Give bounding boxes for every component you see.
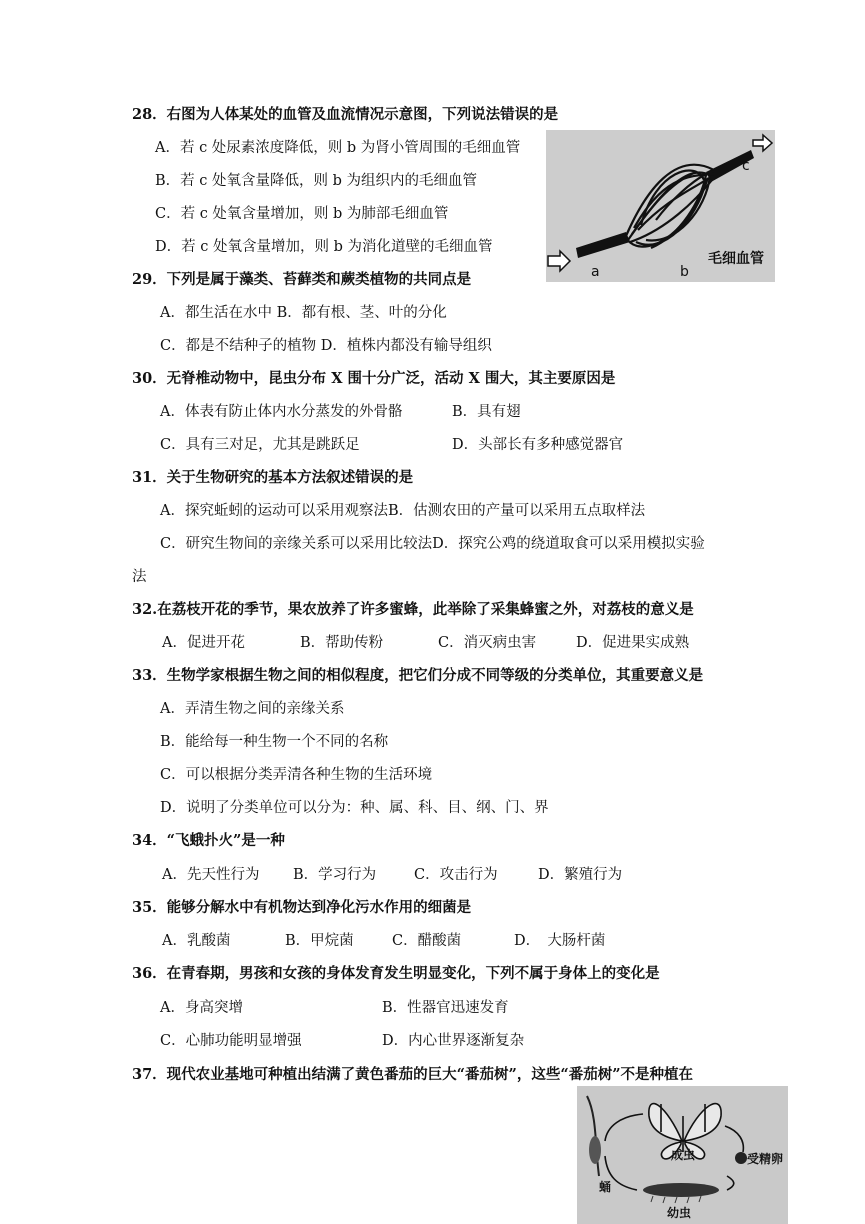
insect-lifecycle-figure (577, 1086, 788, 1224)
q29-options-line-2: C．都是不结种子的植物 D．植株内都没有输导组织 (160, 338, 492, 354)
q32-option-d: D．促进果实成熟 (576, 635, 690, 651)
q29-options-line-1: A．都生活在水中 B．都有根、茎、叶的分化 (160, 305, 447, 321)
q34-stem: 34．“飞蛾扑火”是一种 (132, 832, 285, 849)
q33-option-a: A．弄清生物之间的亲缘关系 (160, 701, 345, 717)
vessel-label-a: a (591, 264, 600, 280)
q34-option-c: C．攻击行为 (414, 867, 498, 883)
q36-option-d: D．内心世界逐渐复杂 (382, 1033, 525, 1049)
q28-option-d: D．若 c 处氧含量增加，则 b 为消化道壁的毛细血管 (155, 239, 493, 255)
q30-option-c: C．具有三对足，尤其是跳跃足 (160, 437, 360, 453)
q30-option-a: A．体表有防止体内水分蒸发的外骨骼 (160, 404, 403, 420)
q36-option-b: B．性器官迅速发育 (382, 1000, 509, 1016)
label-egg: 受精卵 (747, 1152, 784, 1166)
q31-options-line-3: 法 (132, 569, 147, 585)
q36-option-a: A．身高突增 (160, 1000, 243, 1016)
q35-option-b: B．甲烷菌 (285, 933, 354, 949)
capillary-figure (546, 130, 775, 282)
q31-options-line-2: C．研究生物间的亲缘关系可以采用比较法D．探究公鸡的绕道取食可以采用模拟实验 (160, 536, 705, 552)
q35-option-d: D． 大肠杆菌 (514, 933, 606, 949)
q32-option-c: C．消灭病虫害 (438, 635, 537, 651)
q33-option-d: D．说明了分类单位可以分为：种、属、科、目、纲、门、界 (160, 800, 549, 816)
q32-option-a: A．促进开花 (162, 635, 245, 651)
q28-option-c: C．若 c 处氧含量增加，则 b 为肺部毛细血管 (155, 206, 449, 222)
q35-option-a: A．乳酸菌 (162, 933, 231, 949)
q34-option-d: D．繁殖行为 (538, 867, 623, 883)
q33-option-c: C．可以根据分类弄清各种生物的生活环境 (160, 767, 433, 783)
q34-option-a: A．先天性行为 (162, 867, 260, 883)
q28-option-b: B．若 c 处氧含量降低，则 b 为组织内的毛细血管 (155, 173, 477, 189)
q28-stem: 28．右图为人体某处的血管及血流情况示意图，下列说法错误的是 (132, 106, 559, 123)
q33-option-b: B．能给每一种生物一个不同的名称 (160, 734, 389, 750)
vessel-label-c: c (742, 158, 750, 174)
larva-icon (643, 1183, 719, 1197)
q31-options-line-1: A．探究蚯蚓的运动可以采用观察法B．估测农田的产量可以采用五点取样法 (160, 503, 646, 519)
q36-stem: 36．在青春期，男孩和女孩的身体发育发生明显变化，下列不属于身体上的变化是 (132, 965, 660, 982)
q32-stem: 32.在荔枝开花的季节，果农放养了许多蜜蜂，此举除了采集蜂蜜之外，对荔枝的意义是 (132, 601, 694, 618)
egg-icon (735, 1152, 747, 1164)
label-larva: 幼虫 (667, 1206, 692, 1220)
q29-stem: 29．下列是属于藻类、苔藓类和蕨类植物的共同点是 (132, 271, 472, 288)
q36-option-c: C．心肺功能明显增强 (160, 1033, 302, 1049)
label-pupa: 蛹 (599, 1180, 612, 1194)
q30-stem: 30．无脊椎动物中，昆虫分布 X 围十分广泛，活动 X 围大，其主要原因是 (132, 370, 616, 387)
q32-option-b: B．帮助传粉 (300, 635, 384, 651)
q30-option-d: D．头部长有多种感觉器官 (452, 437, 624, 453)
pupa-icon (589, 1136, 601, 1164)
q30-option-b: B．具有翅 (452, 404, 521, 420)
q34-option-b: B．学习行为 (293, 867, 377, 883)
capillary-label: 毛细血管 (708, 251, 764, 267)
q31-stem: 31．关于生物研究的基本方法叙述错误的是 (132, 469, 414, 486)
q37-stem: 37．现代农业基地可种植出结满了黄色番茄的巨大“番茄树”，这些“番茄树”不是种植在 (132, 1066, 694, 1083)
vessel-label-b: b (680, 264, 689, 280)
q35-stem: 35．能够分解水中有机物达到净化污水作用的细菌是 (132, 899, 472, 916)
q35-option-c: C．醋酸菌 (392, 933, 462, 949)
label-adult: 成虫 (671, 1148, 696, 1162)
q33-stem: 33．生物学家根据生物之间的相似程度，把它们分成不同等级的分类单位，其重要意义是 (132, 667, 704, 684)
q28-option-a: A．若 c 处尿素浓度降低，则 b 为肾小管周围的毛细血管 (155, 140, 521, 156)
